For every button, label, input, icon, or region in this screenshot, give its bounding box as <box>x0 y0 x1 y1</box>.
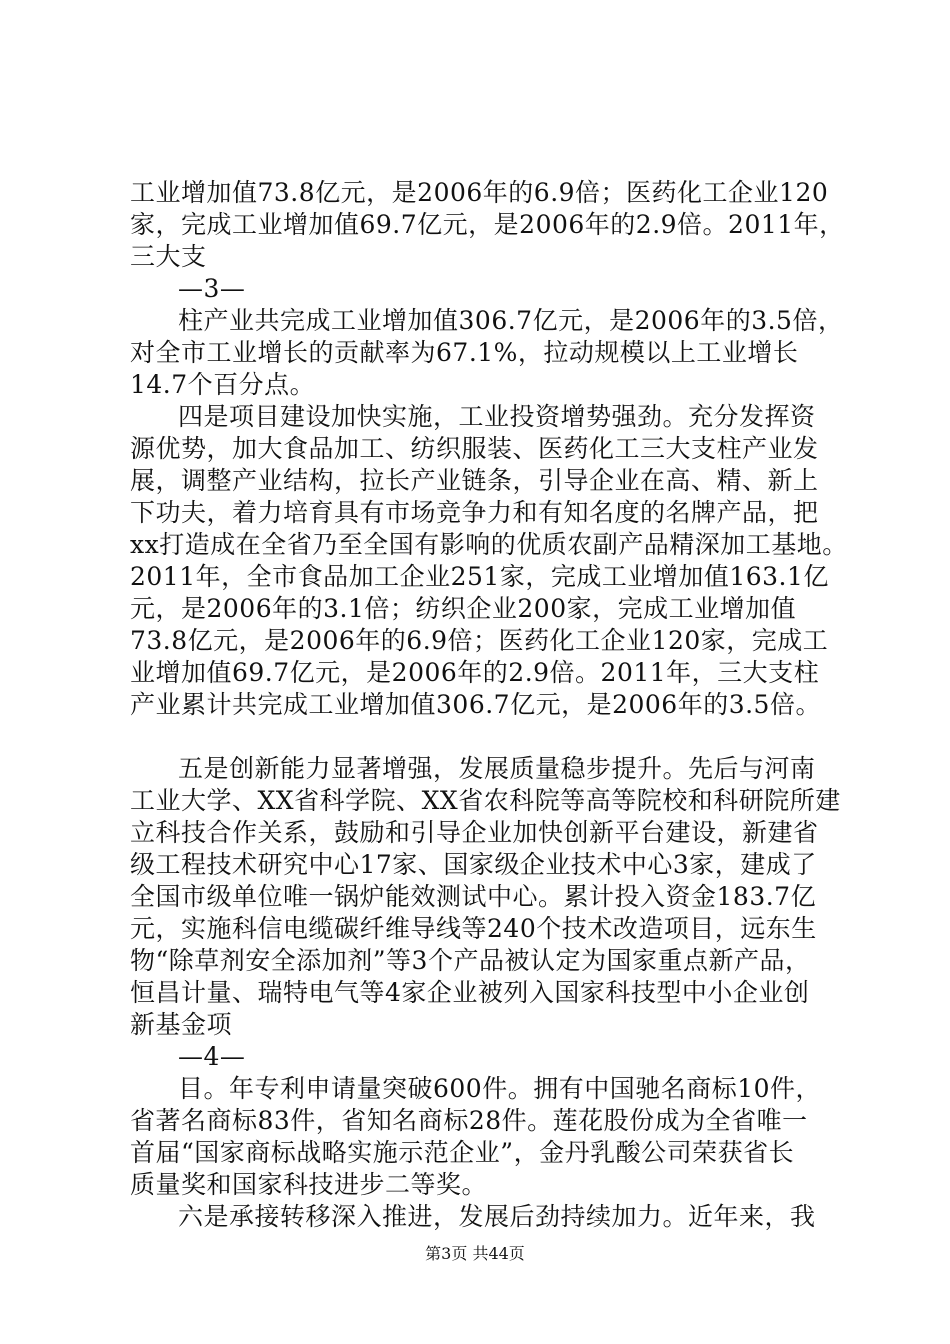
text-line: 级工程技术研究中心17家、国家级企业技术中心3家，建成了 <box>130 850 817 879</box>
text-line: 省著名商标83件，省知名商标28件。莲花股份成为全省唯一 <box>130 1106 808 1135</box>
text-line: 源优势，加大食品加工、纺织服装、医药化工三大支柱产业发 <box>130 434 819 463</box>
text-line: 73.8亿元，是2006年的6.9倍；医药化工企业120家，完成工 <box>130 626 829 655</box>
text-line: 目。年专利申请量突破600件。拥有中国驰名商标10件， <box>178 1074 822 1103</box>
paragraph-start: 五是创新能力显著增强，发展质量稳步提升。先后与河南 <box>178 754 816 783</box>
page-marker: —4— <box>178 1042 246 1071</box>
text-line: 新基金项 <box>130 1010 233 1039</box>
text-line: 2011年，全市食品加工企业251家，完成工业增加值163.1亿 <box>130 562 829 591</box>
text-line: 元，是2006年的3.1倍；纺织企业200家，完成工业增加值 <box>130 594 797 623</box>
text-line: 恒昌计量、瑞特电气等4家企业被列入国家科技型中小企业创 <box>130 978 810 1007</box>
paragraph-start: 六是承接转移深入推进，发展后劲持续加力。近年来，我 <box>178 1202 816 1231</box>
text-line: 14.7个百分点。 <box>130 370 316 399</box>
text-line: 展，调整产业结构，拉长产业链条，引导企业在高、精、新上 <box>130 466 819 495</box>
text-line: 三大支 <box>130 242 207 271</box>
text-line: 对全市工业增长的贡献率为67.1%，拉动规模以上工业增长 <box>130 338 799 367</box>
text-line: 产业累计共完成工业增加值306.7亿元，是2006年的3.5倍。 <box>130 690 821 719</box>
text-line: 工业增加值73.8亿元，是2006年的6.9倍；医药化工企业120 <box>130 178 829 207</box>
text-line: 下功夫，着力培育具有市场竞争力和有知名度的名牌产品，把 <box>130 498 819 527</box>
text-line: 家，完成工业增加值69.7亿元，是2006年的2.9倍。2011年， <box>130 210 845 239</box>
text-line: xx打造成在全省乃至全国有影响的优质农副产品精深加工基地。 <box>130 530 848 559</box>
text-line: 工业大学、XX省科学院、XX省农科院等高等院校和科研院所建 <box>130 786 841 815</box>
page-marker: —3— <box>178 274 246 303</box>
text-line: 全国市级单位唯一锅炉能效测试中心。累计投入资金183.7亿 <box>130 882 817 911</box>
text-line: 质量奖和国家科技进步二等奖。 <box>130 1170 488 1199</box>
page-footer: 第3页 共44页 <box>425 1244 525 1263</box>
text-line: 柱产业共完成工业增加值306.7亿元，是2006年的3.5倍， <box>178 306 844 335</box>
text-line: 业增加值69.7亿元，是2006年的2.9倍。2011年，三大支柱 <box>130 658 820 687</box>
paragraph-start: 四是项目建设加快实施，工业投资增势强劲。充分发挥资 <box>178 402 816 431</box>
text-line: 物“除草剂安全添加剂”等3个产品被认定为国家重点新产品， <box>130 946 811 975</box>
text-line: 首届“国家商标战略实施示范企业”，金丹乳酸公司荣获省长 <box>130 1138 795 1167</box>
text-line: 立科技合作关系，鼓励和引导企业加快创新平台建设，新建省 <box>130 818 819 847</box>
text-line: 元，实施科信电缆碳纤维导线等240个技术改造项目，远东生 <box>130 914 817 943</box>
